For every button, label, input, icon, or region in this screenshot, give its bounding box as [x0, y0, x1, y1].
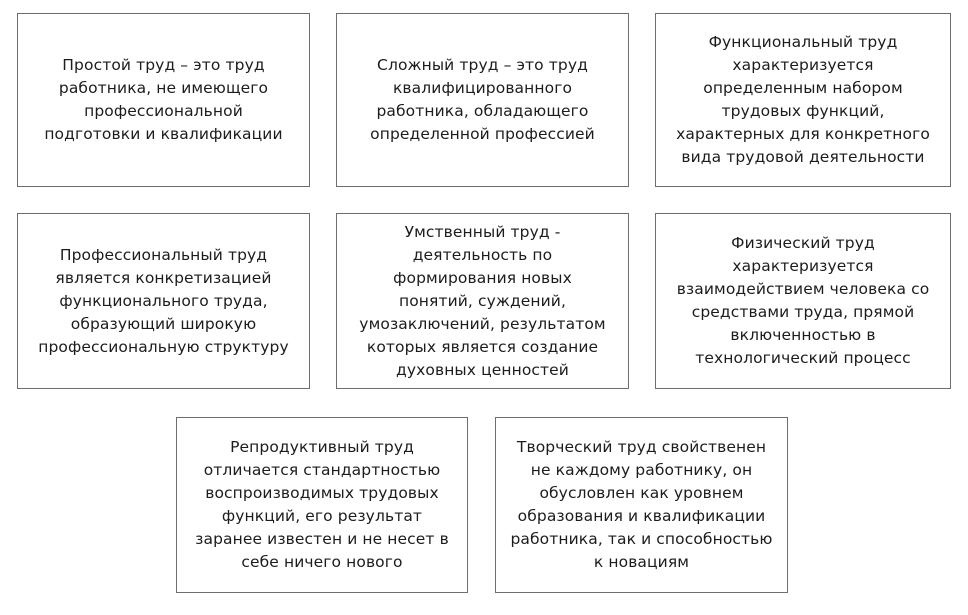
box-physical-labor — [655, 213, 951, 389]
box-creative-labor — [495, 417, 788, 593]
box-simple-labor — [17, 13, 310, 187]
box-complex-labor — [336, 13, 629, 187]
box-professional-labor — [17, 213, 310, 389]
box-complex-labor-text: Сложный труд – это труд квалифицированного работника, обладающего определенной профессией — [370, 56, 595, 143]
box-functional-labor — [655, 13, 951, 187]
box-functional-labor-text: Функциональный труд характеризуется определенным набором трудовых функций, характерных для конкретного вида трудовой деятельности — [676, 33, 930, 166]
box-physical-labor-text: Физический труд характеризуется взаимодействием человека со средствами труда, прямой включенностью в технологический процесс — [676, 234, 930, 367]
box-professional-labor-text: Профессиональный труд является конкретизацией функционального труда, образующий широкую профессиональную структуру — [38, 245, 289, 356]
box-reproductive-labor — [176, 417, 468, 593]
box-mental-labor-text: Умственный труд - деятельность по формирования новых понятий, суждений, умозаключений, результатом которых является создание духовных ценностей — [359, 222, 606, 379]
box-reproductive-labor-text: Репродуктивный труд отличается стандартностью воспроизводимых трудовых функций, его результат заранее известен и не несет в себе ничего нового — [195, 438, 449, 571]
box-simple-labor-text: Простой труд – это труд работника, не имеющего профессиональной подготовки и квалификации — [44, 56, 283, 143]
box-mental-labor — [336, 213, 629, 389]
box-creative-labor-text: Творческий труд свойственен не каждому работнику, он обусловлен как уровнем образования и квалификации работника, так и способностью к новациям — [510, 438, 773, 571]
